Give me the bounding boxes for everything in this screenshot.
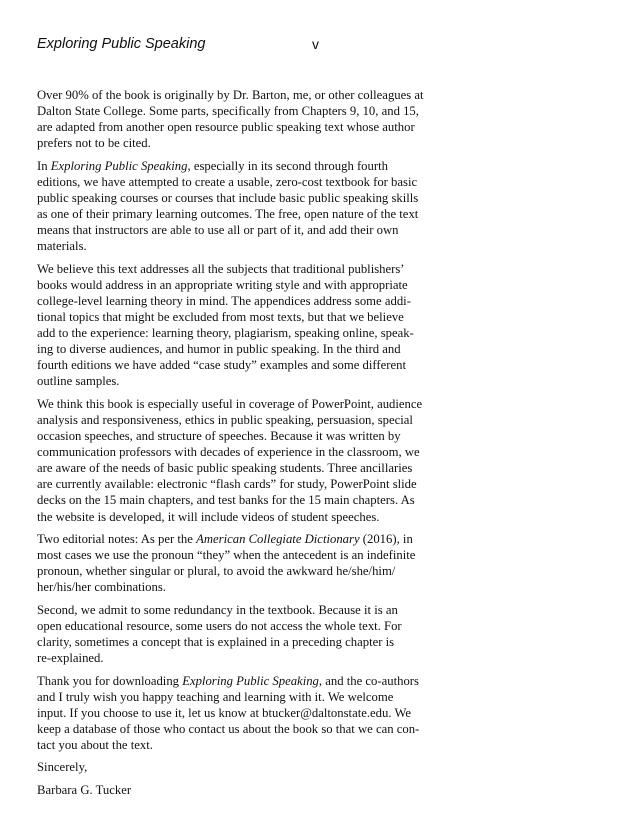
text-line	[37, 650, 455, 666]
text-segment: , especially in its second through fourth	[187, 158, 388, 173]
text-line	[37, 373, 455, 389]
text-segment: occasion speeches, and structure of speeches. Because it was written by	[37, 429, 401, 444]
text-segment: are adapted from another open resource public speaking text whose author	[37, 120, 415, 135]
text-segment: We think this book is especially useful in coverage of PowerPoint, audience	[37, 396, 423, 411]
text-segment: Second, we admit to some redundancy in the textbook. Because it is an	[37, 602, 398, 617]
text-line	[37, 689, 455, 705]
text-line	[37, 721, 455, 737]
text-line	[37, 547, 455, 563]
text-segment: , and the co-authors	[318, 673, 419, 688]
text-line	[37, 222, 455, 238]
text-segment: college-level learning theory in mind. The appendices address some addi-	[37, 293, 411, 308]
text-segment: outline samples.	[37, 374, 120, 389]
text-segment: as one of their primary learning outcomes. The free, open nature of the text	[37, 207, 419, 222]
italic-title: Exploring Public Speaking	[50, 158, 188, 173]
paragraph	[37, 759, 455, 775]
text-segment: are aware of the needs of basic public speaking students. Three ancillaries	[37, 461, 413, 476]
text-line	[37, 759, 455, 775]
paragraph	[37, 396, 455, 525]
text-segment: Barbara G. Tucker	[37, 782, 132, 797]
text-segment: her/his/her combinations.	[37, 580, 166, 595]
text-segment: Over 90% of the book is originally by Dr. Barton, me, or other colleagues at	[37, 88, 424, 102]
text-line	[37, 634, 455, 650]
text-segment: means that instructors are able to use all or part of it, and add their own	[37, 223, 399, 238]
text-segment: pronoun, whether singular or plural, to avoid the awkward he/she/him/	[37, 564, 396, 579]
text-line	[37, 357, 455, 373]
paragraph	[37, 782, 455, 798]
text-line	[37, 737, 455, 753]
text-line	[37, 135, 455, 151]
text-line	[37, 460, 455, 476]
text-line	[37, 325, 455, 341]
text-segment: communication professors with decades of experience in the classroom, we	[37, 445, 420, 460]
text-segment: input. If you choose to use it, let us know at btucker@daltonstate.edu. We	[37, 705, 412, 720]
text-segment: materials.	[37, 239, 87, 254]
text-segment: books would address in an appropriate writing style and with appropriate	[37, 277, 408, 292]
text-line	[37, 309, 455, 325]
text-line	[37, 509, 455, 525]
text-segment: re-explained.	[37, 651, 104, 666]
text-segment: clarity, sometimes a concept that is explained in a preceding chapter is	[37, 634, 395, 649]
running-header-title: Exploring Public Speaking	[37, 36, 206, 52]
text-line	[37, 158, 455, 174]
italic-title: American Collegiate Dictionary	[196, 532, 360, 546]
text-segment: open educational resource, some users do not access the whole text. For	[37, 618, 402, 633]
text-line	[37, 673, 455, 689]
paragraph	[37, 261, 455, 390]
text-segment: Sincerely,	[37, 760, 88, 775]
text-segment: tional topics that might be excluded from most texts, but that we believe	[37, 310, 404, 324]
paragraph	[37, 158, 455, 255]
text-line	[37, 428, 455, 444]
text-line	[37, 396, 455, 412]
text-line	[37, 238, 455, 254]
text-segment: keep a database of those who contact us about the book so that we can con-	[37, 721, 420, 736]
paragraph	[37, 602, 455, 666]
text-line	[37, 341, 455, 357]
text-segment: are currently available: electronic “flash cards” for study, PowerPoint slide	[37, 477, 417, 492]
paragraph	[37, 531, 455, 595]
text-segment: (2016), in	[359, 532, 413, 546]
text-line	[37, 412, 455, 428]
text-segment: ing to diverse audiences, and humor in public speaking. In the third and	[37, 342, 401, 357]
text-segment: editions, we have attempted to create a usable, zero-cost textbook for basic	[37, 174, 418, 189]
text-line	[37, 103, 455, 119]
text-segment: tact you about the text.	[37, 737, 153, 752]
text-segment: add to the experience: learning theory, plagiarism, speaking online, speak-	[37, 326, 414, 341]
text-line	[37, 293, 455, 309]
text-segment: analysis and responsiveness, ethics in public speaking, persuasion, special	[37, 412, 413, 427]
text-line	[37, 705, 455, 721]
text-segment: public speaking courses or courses that include basic public speaking skills	[37, 190, 419, 205]
text-line	[37, 261, 455, 277]
text-line	[37, 87, 455, 103]
body-text	[37, 87, 455, 798]
text-line	[37, 444, 455, 460]
text-line	[37, 174, 455, 190]
text-segment: and I truly wish you happy teaching and learning with it. We welcome	[37, 689, 394, 704]
paragraph	[37, 87, 455, 151]
text-segment: We believe this text addresses all the subjects that traditional publishers’	[37, 261, 405, 276]
text-line	[37, 190, 455, 206]
text-segment: Two editorial notes: As per the	[37, 532, 197, 546]
page-number: v	[312, 36, 319, 52]
text-line	[37, 531, 455, 547]
text-segment: decks on the 15 main chapters, and test banks for the 15 main chapters. As	[37, 493, 415, 508]
text-line	[37, 782, 455, 798]
text-line	[37, 602, 455, 618]
text-line	[37, 579, 455, 595]
text-line	[37, 563, 455, 579]
text-line	[37, 119, 455, 135]
text-segment: Dalton State College. Some parts, specifically from Chapters 9, 10, and 15,	[37, 104, 419, 119]
text-segment: In	[37, 158, 51, 173]
paragraph	[37, 673, 455, 753]
text-segment: Thank you for downloading	[37, 673, 183, 688]
text-segment: the website is developed, it will include videos of student speeches.	[37, 509, 380, 524]
italic-title: Exploring Public Speaking	[182, 673, 319, 688]
text-line	[37, 492, 455, 508]
text-segment: prefers not to be cited.	[37, 136, 151, 151]
text-line	[37, 618, 455, 634]
text-line	[37, 277, 455, 293]
text-line	[37, 476, 455, 492]
text-line	[37, 206, 455, 222]
text-segment: fourth editions we have added “case study” examples and some different	[37, 358, 406, 373]
text-segment: most cases we use the pronoun “they” when the antecedent is an indefinite	[37, 548, 416, 563]
